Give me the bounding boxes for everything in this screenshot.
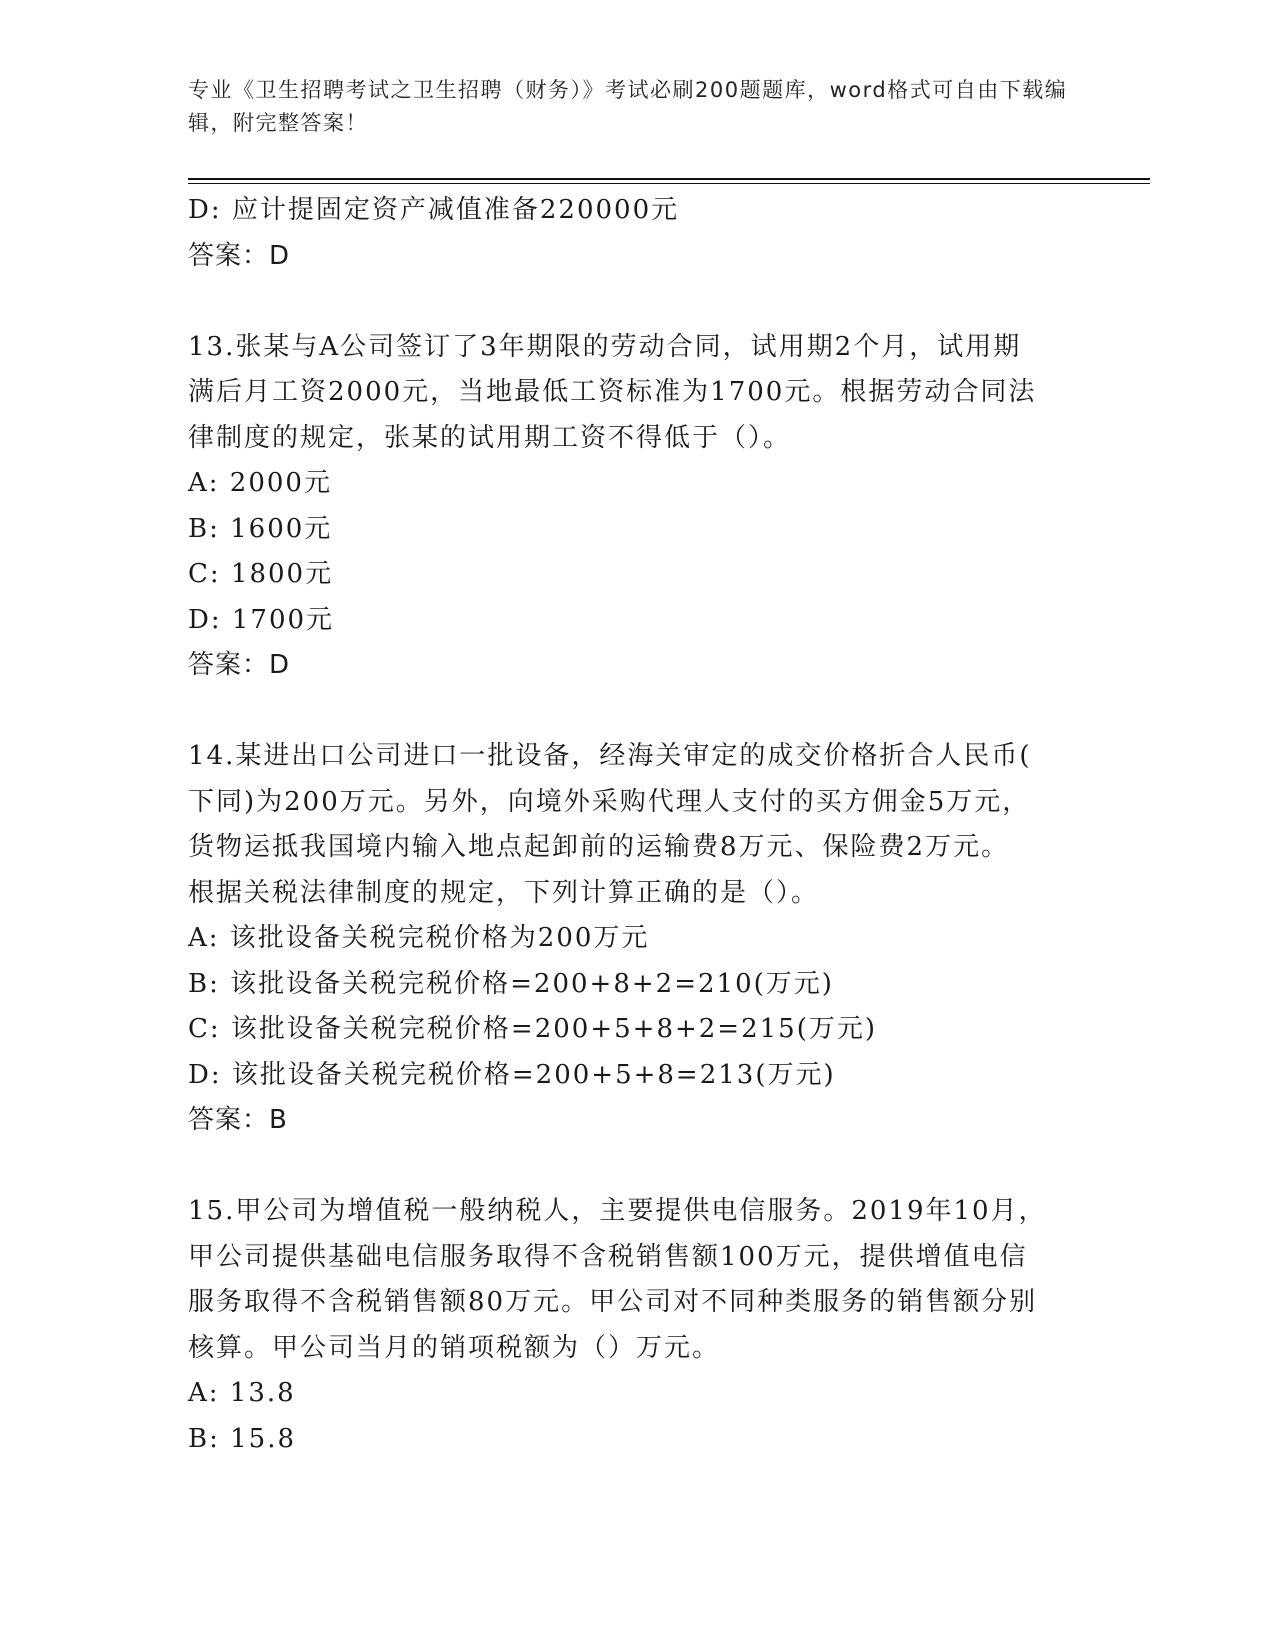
option-b: B: 1600元 xyxy=(188,513,333,544)
question-14 xyxy=(188,734,1088,1144)
option-a: A: 2000元 xyxy=(188,468,332,498)
spacer xyxy=(188,279,1088,325)
answer-line: 答案：D xyxy=(188,650,291,680)
option-b: B: 15.8 xyxy=(188,1423,297,1454)
stem-line: 13.张某与A公司签订了3年期限的劳动合同，试用期2个月，试用期 xyxy=(188,331,1022,362)
stem-line: 15.甲公司为增值税一般纳税人，主要提供电信服务。2019年10月， xyxy=(188,1196,1047,1226)
option-b: B: 该批设备关税完税价格=200+8+2=210(万元) xyxy=(188,968,834,999)
previous-question-tail xyxy=(188,188,1088,279)
stem-line: 根据关税法律制度的规定，下列计算正确的是（）。 xyxy=(188,877,820,908)
option-a: A: 13.8 xyxy=(188,1378,296,1408)
answer-line: 答案：D xyxy=(188,240,291,271)
option-c: C: 1800元 xyxy=(188,559,334,589)
option-c: C: 该批设备关税完税价格=200+5+8+2=215(万元) xyxy=(188,1014,878,1044)
stem-line: 核算。甲公司当月的销项税额为（）万元。 xyxy=(188,1332,721,1363)
question-stem xyxy=(188,1189,1088,1371)
stem-line: 甲公司提供基础电信服务取得不含税销售额100万元，提供增值电信 xyxy=(188,1241,1028,1272)
option-d: D: 1700元 xyxy=(188,604,335,635)
header-text: 专业《卫生招聘考试之卫生招聘（财务）》考试必刷200题题库，word格式可自由下载编辑，附完整答案！ xyxy=(188,78,1068,135)
option-d: D: 应计提固定资产减值准备220000元 xyxy=(188,195,680,225)
header-rule-thin xyxy=(188,183,1150,184)
document-header xyxy=(188,74,1068,140)
question-13 xyxy=(188,325,1088,689)
stem-line: 服务取得不含税销售额80万元。甲公司对不同种类服务的销售额分别 xyxy=(188,1287,1038,1317)
question-15 xyxy=(188,1189,1088,1462)
stem-line: 14.某进出口公司进口一批设备，经海关审定的成交价格折合人民币( xyxy=(188,741,1032,771)
stem-line: 律制度的规定，张某的试用期工资不得低于（）。 xyxy=(188,422,792,453)
stem-line: 货物运抵我国境内输入地点起卸前的运输费8万元、保险费2万元。 xyxy=(188,832,1010,862)
stem-line: 下同)为200万元。另外，向境外采购代理人支付的买方佣金5万元， xyxy=(188,786,1031,817)
option-a: A: 该批设备关税完税价格为200万元 xyxy=(188,923,650,953)
option-d: D: 该批设备关税完税价格=200+5+8=213(万元) xyxy=(188,1059,836,1090)
answer-line: 答案：B xyxy=(188,1105,288,1135)
question-stem xyxy=(188,734,1088,916)
question-stem xyxy=(188,325,1088,462)
document-body xyxy=(188,188,1088,1462)
spacer xyxy=(188,689,1088,735)
spacer xyxy=(188,1144,1088,1190)
stem-line: 满后月工资2000元，当地最低工资标准为1700元。根据劳动合同法 xyxy=(188,377,1037,407)
header-rule-thick xyxy=(188,178,1150,180)
